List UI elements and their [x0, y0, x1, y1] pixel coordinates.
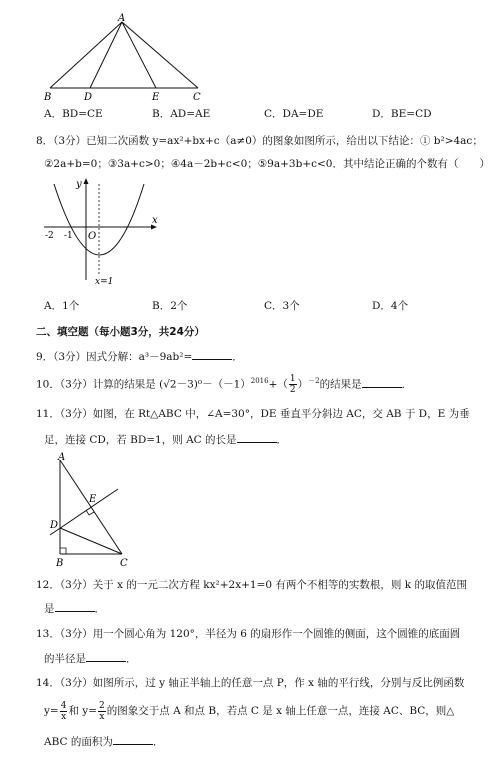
label-a: A [118, 13, 126, 24]
q8-option-d[interactable]: D．4个 [372, 300, 409, 312]
q7-option-a[interactable]: A．BD=CE [44, 108, 103, 120]
q10-exponent: 2016 [250, 377, 269, 385]
q10-fraction-denominator: 2 [289, 385, 296, 395]
q12-text-line2 [44, 601, 488, 616]
q7-option-c[interactable]: C．DA=DE [264, 108, 324, 120]
q13-answer-blank[interactable] [86, 651, 126, 662]
q10-period: ． [401, 378, 413, 391]
q10-post: ） [297, 378, 309, 391]
q14-and: 和 y= [68, 705, 98, 717]
axis-x-label: x [152, 215, 158, 226]
q13-text-line1: 13．（3分）用一个圆心角为 120°，半径为 6 的扇形作一个圆锥的侧面，这个圆锥的底面圆 [36, 628, 461, 640]
q10-tail: 的结果是 [319, 378, 362, 391]
q14-answer-blank[interactable] [113, 734, 153, 745]
q10-pre: 10．（3分）计算的结果是 (√2－3)⁰－（－1） [36, 378, 251, 391]
q7-triangle-figure [40, 12, 215, 104]
q7-options [0, 107, 498, 121]
q11-text-line2 [44, 432, 488, 447]
q13-text-line2 [44, 651, 488, 666]
q10-fraction-numerator: 1 [289, 374, 296, 384]
q7-option-d[interactable]: D．BE=CD [372, 108, 432, 120]
q8-text-line2: ②2a+b=0；③3a+c>0；④4a－2b+c<0；⑤9a+3b+c<0．其中结论正确的个数有（ ） [44, 158, 490, 170]
origin-label: O [88, 231, 97, 242]
q9-answer-blank[interactable] [192, 349, 232, 360]
q14-text-line2 [44, 699, 488, 723]
q14-y1: y= [44, 705, 59, 717]
label-c: C [193, 92, 201, 103]
q11-label-d: D [50, 520, 59, 531]
q11-text-line1: 11．（3分）如图，在 Rt△ABC 中，∠A=30°，DE 垂直平分斜边 AC，交 AB 于 D，E 为垂 [36, 408, 470, 420]
q14-fraction2-numerator: 2 [99, 700, 105, 711]
q9-period: ． [232, 351, 243, 363]
q13-period: ． [126, 653, 137, 665]
symmetry-label: x=1 [95, 277, 114, 287]
q14-fraction2 [98, 701, 106, 722]
q10-answer-blank[interactable] [362, 377, 402, 388]
q9 [36, 349, 488, 364]
section-title: 二、填空题（每小题3分，共24分） [36, 326, 205, 338]
q12-answer-blank[interactable] [55, 601, 95, 612]
axis-y-label: y [76, 179, 82, 190]
q9-text: 9．（3分）因式分解：a³－9ab²= [36, 351, 193, 363]
q8-option-c[interactable]: C．3个 [264, 300, 300, 312]
q11-label-e: E [89, 494, 97, 505]
q8-option-b[interactable]: B．2个 [152, 300, 188, 312]
q14-fraction1-numerator: 4 [60, 700, 67, 711]
q14-fraction1-denominator: x [61, 711, 67, 722]
q11-right-triangle-figure [46, 452, 136, 570]
label-b: B [44, 92, 52, 103]
tick-minus2: -2 [45, 231, 54, 241]
q10-plus: +（ [268, 378, 288, 391]
q14-fraction1 [60, 701, 68, 722]
q11-text: 足，连接 CD，若 BD=1，则 AC 的长是 [44, 434, 237, 446]
q11-label-b: B [56, 558, 64, 569]
q14-fraction2-denominator: x [99, 711, 105, 722]
q12-text: 是 [44, 603, 55, 615]
label-e: E [152, 92, 160, 103]
q7-option-b[interactable]: B．AD=AE [152, 108, 211, 120]
q14-period: ． [152, 736, 164, 748]
q8-text-line1: 8．（3分）已知二次函数 y=ax²+bx+c（a≠0）的图象如图所示，给出以下结论：① b²>4ac； [36, 135, 483, 147]
q11-period: ． [276, 434, 288, 446]
q12-text-line1: 12．（3分）关于 x 的一元二次方程 kx²+2x+1=0 有两个不相等的实数根，则 k 的取值范围 [36, 579, 467, 591]
label-d: D [84, 92, 93, 103]
q14-text: ABC 的面积为 [44, 736, 113, 748]
q11-answer-blank[interactable] [237, 432, 277, 443]
q8-options [0, 299, 498, 313]
q8-option-a[interactable]: A．1个 [44, 300, 80, 312]
q10-exponent2: －2 [308, 377, 320, 385]
q14-text-line3 [44, 734, 488, 749]
q8-parabola-figure [40, 176, 165, 288]
q12-period: ． [94, 603, 105, 615]
q11-label-c: C [120, 558, 128, 569]
q10 [36, 374, 488, 395]
q13-text: 的半径是 [44, 653, 86, 665]
q14-rest: 的图象交于点 A 和点 B，若点 C 是 x 轴上任意一点，连接 AC、BC，则△ [106, 705, 455, 717]
q14-text-line1: 14．（3分）如图所示，过 y 轴正半轴上的任意一点 P，作 x 轴的平行线，分别与反比例函数 [36, 677, 465, 689]
q11-label-a: A [58, 452, 66, 463]
q10-fraction [289, 374, 297, 395]
tick-minus1: -1 [64, 231, 73, 241]
